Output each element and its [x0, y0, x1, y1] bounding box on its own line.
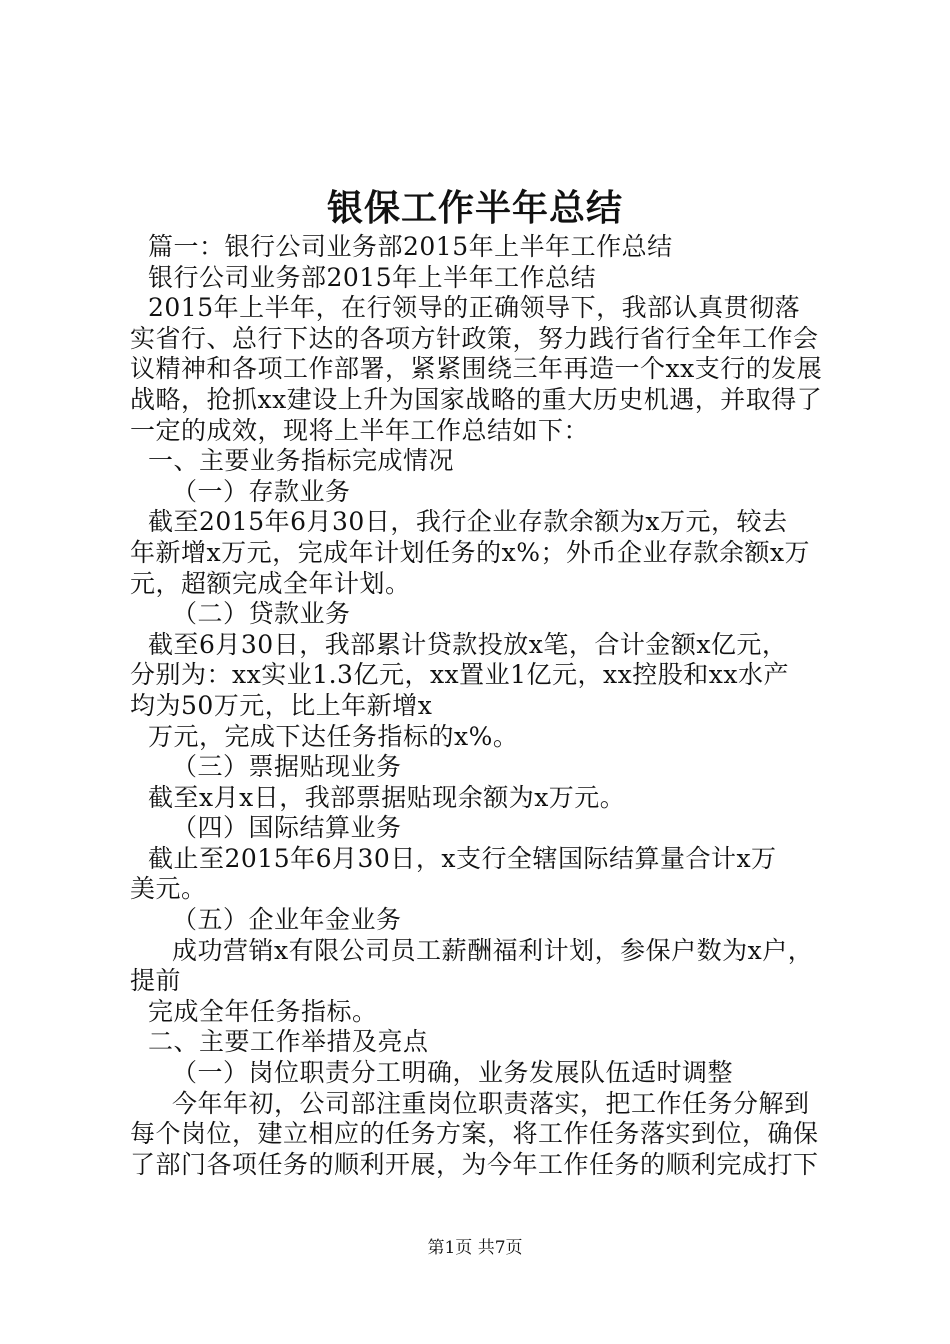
text-line: 议精神和各项工作部署，紧紧围绕三年再造一个xx支行的发展 [130, 354, 823, 384]
text-line: （五）企业年金业务 [172, 905, 402, 935]
page-footer: 第1页 共7页 [427, 1238, 523, 1258]
text-line: 成功营销x有限公司员工薪酬福利计划，参保户数为x户， [172, 935, 814, 965]
text-line: 银行公司业务部2015年上半年工作总结 [148, 262, 597, 292]
text-line: （一）岗位职责分工明确，业务发展队伍适时调整 [172, 1058, 734, 1088]
text-line: （二）贷款业务 [172, 599, 351, 629]
text-line: 完成全年任务指标。 [148, 996, 378, 1026]
text-line: （三）票据贴现业务 [172, 752, 402, 782]
text-line: 均为50万元，比上年新增x [130, 690, 433, 720]
text-line: （四）国际结算业务 [172, 813, 402, 843]
text-line: 分别为：xx实业1.3亿元，xx置业1亿元，xx控股和xx水产 [130, 660, 789, 690]
document-title: 银保工作半年总结 [326, 187, 623, 229]
text-line: 美元。 [130, 874, 207, 904]
text-line: 实省行、总行下达的各项方针政策，努力践行省行全年工作会 [130, 323, 819, 353]
text-line: （一）存款业务 [172, 476, 351, 506]
text-line: 今年年初，公司部注重岗位职责落实，把工作任务分解到 [172, 1088, 810, 1118]
text-line: 了部门各项任务的顺利开展，为今年工作任务的顺利完成打下 [130, 1149, 819, 1179]
text-line: 截止至2015年6月30日，x支行全辖国际结算量合计x万 [148, 843, 777, 873]
document-body [126, 232, 846, 1180]
text-line: 一定的成效，现将上半年工作总结如下： [130, 415, 590, 445]
text-line: 每个岗位，建立相应的任务方案，将工作任务落实到位，确保 [130, 1119, 819, 1149]
text-line: 截至x月x日，我部票据贴现余额为x万元。 [148, 782, 626, 812]
text-line: 二、主要工作举措及亮点 [148, 1027, 429, 1057]
text-line: 万元，完成下达任务指标的x%。 [148, 721, 519, 751]
text-line: 元，超额完成全年计划。 [130, 568, 411, 598]
text-line: 年新增x万元，完成年计划任务的x%；外币企业存款余额x万 [130, 537, 811, 567]
text-line: 2015年上半年，在行领导的正确领导下，我部认真贯彻落 [148, 293, 801, 323]
text-line: 战略，抢抓xx建设上升为国家战略的重大历史机遇，并取得了 [130, 384, 823, 414]
text-line: 一、主要业务指标完成情况 [148, 446, 455, 476]
text-line: 截至2015年6月30日，我行企业存款余额为x万元，较去 [148, 507, 788, 537]
text-line: 篇一：银行公司业务部2015年上半年工作总结 [148, 232, 673, 261]
text-line: 提前 [130, 966, 182, 996]
text-line: 截至6月30日，我部累计贷款投放x笔，合计金额x亿元， [148, 629, 788, 659]
